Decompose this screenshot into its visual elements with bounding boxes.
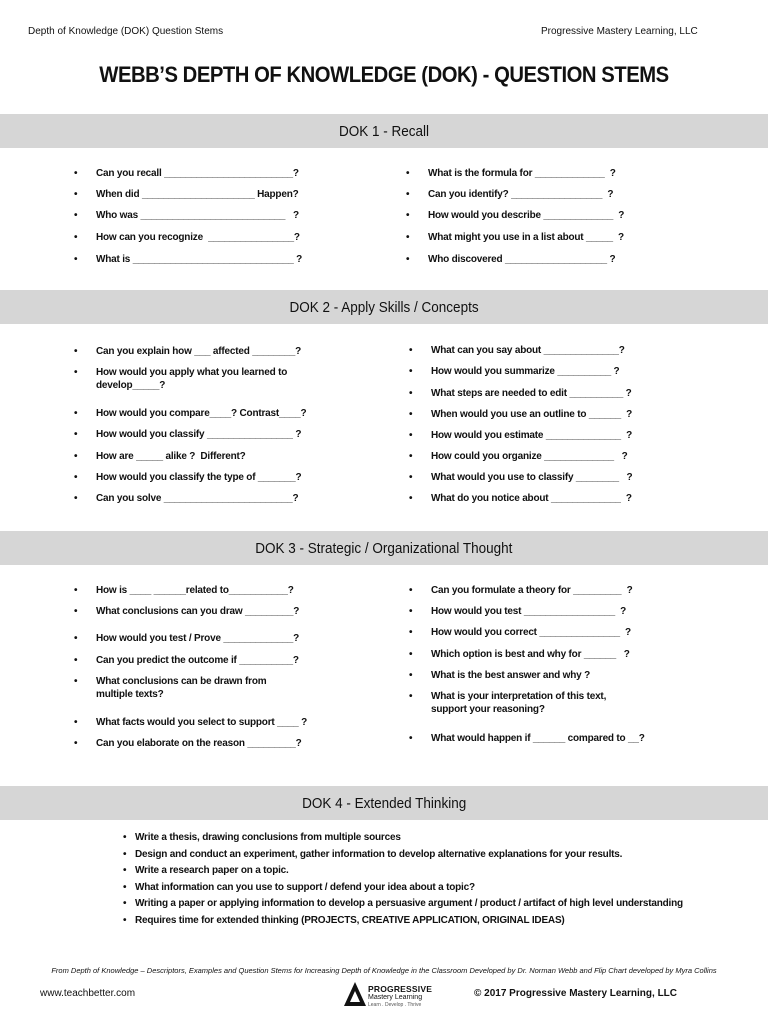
list-item: • Write a thesis, drawing conclusions from multiple sources (123, 832, 401, 843)
list-item: • What is ______________________________ ? (74, 254, 303, 265)
list-item: • What information can you use to support / defend your idea about a topic? (123, 881, 475, 893)
list-item: • Write a research paper on a topic. (123, 865, 289, 877)
list-item: • How would you summarize __________ ? (409, 366, 620, 377)
list-item: • How would you compare____? Contrast____? (74, 408, 307, 419)
header-left-text: Depth of Knowledge (DOK) Question Stems (28, 26, 224, 37)
section-header-dok2: DOK 2 - Apply Skills / Concepts (0, 290, 768, 324)
copyright-text: © 2017 Progressive Mastery Learning, LLC (474, 988, 678, 999)
source-footnote: From Depth of Knowledge – Descriptors, Examples and Question Stems for Increasing Depth of Knowledge in the Classroom Developed by Dr. Norman Webb and Flip Chart developed by Myra Collins (51, 966, 717, 975)
list-item: • What would happen if ______ compared to __? (409, 733, 645, 744)
section-header-dok1: DOK 1 - Recall (0, 114, 768, 148)
list-item: • What is the formula for _____________ ? (406, 168, 616, 179)
list-item: • What steps are needed to edit __________ ? (409, 388, 632, 399)
website-link[interactable]: www.teachbetter.com (40, 988, 136, 999)
list-item: • When would you use an outline to ______ ? (409, 409, 633, 420)
list-item: • Design and conduct an experiment, gather information to develop alternative explanations for your results. (123, 848, 623, 860)
list-item: • How would you test _________________ ? (409, 606, 627, 617)
list-item: • What might you use in a list about _____ ? (406, 232, 624, 243)
list-item: • How would you correct _______________ ? (409, 627, 631, 638)
list-item: • How are _____ alike ? Different? (74, 451, 246, 462)
logo-line-2: Mastery Learning (368, 994, 423, 1001)
list-item: • When did _____________________ Happen? (74, 189, 299, 200)
logo-line-1: PROGRESSIVE (368, 984, 433, 994)
list-item: • Who was ___________________________ ? (74, 210, 299, 221)
page-title: WEBB’S DEPTH OF KNOWLEDGE (DOK) - QUESTION STEMS (99, 62, 669, 87)
list-item: • Writing a paper or applying information to develop a persuasive argument / product / artifact of high level understanding (123, 898, 683, 910)
list-item: • How would you classify ________________ ? (74, 429, 302, 440)
section-header-dok3: DOK 3 - Strategic / Organizational Thought (0, 531, 768, 565)
list-item: • Can you identify? _________________ ? (406, 189, 614, 200)
list-item: • What conclusions can you draw _________? (74, 606, 300, 617)
list-item: • How would you test / Prove _____________? (74, 633, 300, 644)
list-item: • How would you apply what you learned to develop_____? (74, 367, 288, 391)
list-item: • Can you elaborate on the reason _________? (74, 738, 302, 749)
list-item: • Can you explain how ___ affected ________? (74, 346, 302, 357)
list-item: • What conclusions can be drawn from multiple texts? (74, 676, 267, 700)
list-item: • What facts would you select to support ____ ? (74, 717, 308, 728)
list-item: • How would you describe _____________ ? (406, 210, 625, 221)
list-item: • Requires time for extended thinking (PROJECTS, CREATIVE APPLICATION, ORIGINAL IDEAS) (123, 914, 565, 926)
list-item: • How can you recognize ________________? (74, 232, 300, 243)
dok4-list (123, 832, 683, 932)
list-item: • Can you predict the outcome if __________? (74, 655, 299, 666)
section-header-dok4: DOK 4 - Extended Thinking (0, 786, 768, 820)
list-item: • Who discovered ___________________ ? (406, 254, 616, 265)
list-item: • What do you notice about _____________ ? (409, 493, 632, 504)
list-item: • How would you classify the type of _______? (74, 472, 302, 483)
triangle-logo-icon (344, 982, 366, 1006)
list-item: • What can you say about ______________? (409, 345, 625, 356)
header-right-text: Progressive Mastery Learning, LLC (541, 26, 698, 37)
list-item: • How could you organize _____________ ? (409, 451, 628, 462)
list-item: • What is your interpretation of this text, support your reasoning? (409, 691, 607, 715)
list-item: • How is ____ ______related to___________? (74, 585, 294, 596)
logo-line-3: Learn . Develop . Thrive (368, 1002, 422, 1008)
list-item: • Can you solve ________________________? (74, 493, 299, 504)
list-item: • What is the best answer and why ? (409, 670, 590, 681)
list-item: • Can you recall ________________________? (74, 168, 299, 179)
list-item: • Which option is best and why for ______ ? (409, 649, 630, 660)
progressive-mastery-logo (342, 980, 432, 1010)
list-item: • Can you formulate a theory for _________ ? (409, 585, 633, 596)
list-item: • What would you use to classify ________ ? (409, 472, 633, 483)
list-item: • How would you estimate ______________ ? (409, 430, 632, 441)
